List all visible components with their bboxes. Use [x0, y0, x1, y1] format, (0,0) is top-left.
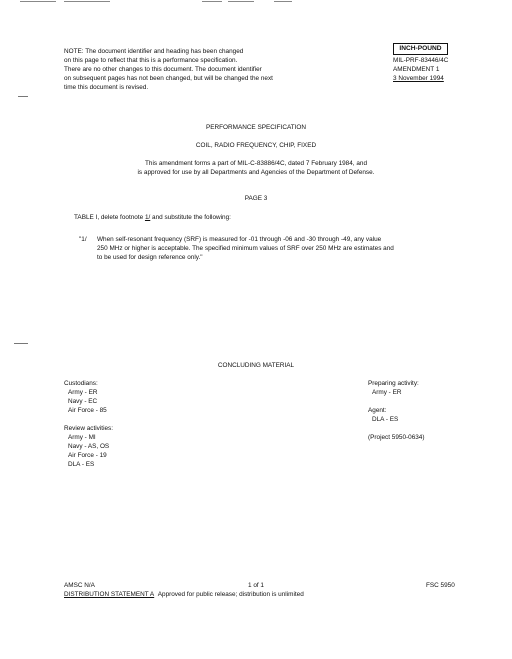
instruction-text: TABLE I, delete footnote	[74, 214, 145, 221]
review-item: Army - MI	[68, 434, 96, 441]
custodian-item: Air Force - 85	[68, 407, 107, 414]
footnote-marker: "1/	[79, 236, 87, 243]
intro-line: is approved for use by all Departments and Agencies of the Department of Defense.	[137, 169, 375, 176]
intro-line: This amendment forms a part of MIL-C-83886/4C, dated 7 February 1984, and	[144, 160, 367, 167]
scan-line	[64, 1, 110, 2]
scan-mark	[14, 343, 28, 344]
agent-item: DLA - ES	[372, 416, 399, 423]
page-heading: PAGE 3	[244, 195, 268, 202]
concluding-heading: CONCLUDING MATERIAL	[217, 362, 295, 369]
project-number: (Project 5950-0634)	[368, 434, 425, 441]
custodian-item: Navy - EC	[68, 398, 98, 405]
review-item: DLA - ES	[68, 461, 95, 468]
footnote-ref: 1/	[144, 214, 151, 221]
agent-heading: Agent:	[368, 407, 387, 414]
amendment-date: 3 November 1994	[393, 75, 444, 82]
note-line: There are no other changes to this document. The document identifier	[64, 66, 262, 73]
scan-line	[202, 1, 222, 2]
preparing-item: Army - ER	[372, 389, 402, 396]
footnote-line: When self-resonant frequency (SRF) is measured for -01 through -06 and -30 through -49, any value	[97, 236, 382, 243]
note-line: NOTE: The document identifier and heading has been changed	[64, 48, 244, 55]
distribution-label: DISTRIBUTION STATEMENT A	[64, 591, 155, 598]
doc-id: MIL-PRF-83446/4C	[393, 57, 449, 64]
spec-title: PERFORMANCE SPECIFICATION	[205, 124, 306, 131]
footnote-line: to be used for design reference only."	[97, 254, 203, 261]
footnote-line: 250 MHz or higher is acceptable. The specified minimum values of SRF over 250 MHz are estimates and	[97, 245, 394, 252]
preparing-heading: Preparing activity:	[368, 380, 419, 387]
fsc: FSC 5950	[426, 582, 455, 589]
note-line: on this page to reflect that this is a performance specification.	[64, 57, 238, 64]
custodian-item: Army - ER	[68, 389, 98, 396]
review-heading: Review activities:	[64, 425, 114, 432]
amendment: AMENDMENT 1	[393, 66, 440, 73]
instruction-text: and substitute the following:	[150, 214, 231, 221]
inch-pound-badge: INCH-POUND	[393, 43, 448, 55]
scan-line	[20, 1, 56, 2]
amsc: AMSC N/A	[64, 582, 95, 589]
distribution-statement	[64, 591, 304, 599]
note-line: time this document is revised.	[64, 84, 149, 91]
table-instruction	[74, 214, 231, 222]
scan-mark	[18, 96, 28, 97]
page-count: 1 of 1	[248, 582, 264, 589]
distribution-text: Approved for public release; distribution is unlimited	[157, 591, 304, 598]
custodians-heading: Custodians:	[64, 380, 98, 387]
subject-title: COIL, RADIO FREQUENCY, CHIP, FIXED	[195, 142, 317, 149]
note-line: on subsequent pages has not been changed, but will be changed the next	[64, 75, 273, 82]
review-item: Navy - AS, OS	[68, 443, 110, 450]
review-item: Air Force - 19	[68, 452, 107, 459]
scan-line	[274, 1, 292, 2]
scan-line	[228, 1, 254, 2]
